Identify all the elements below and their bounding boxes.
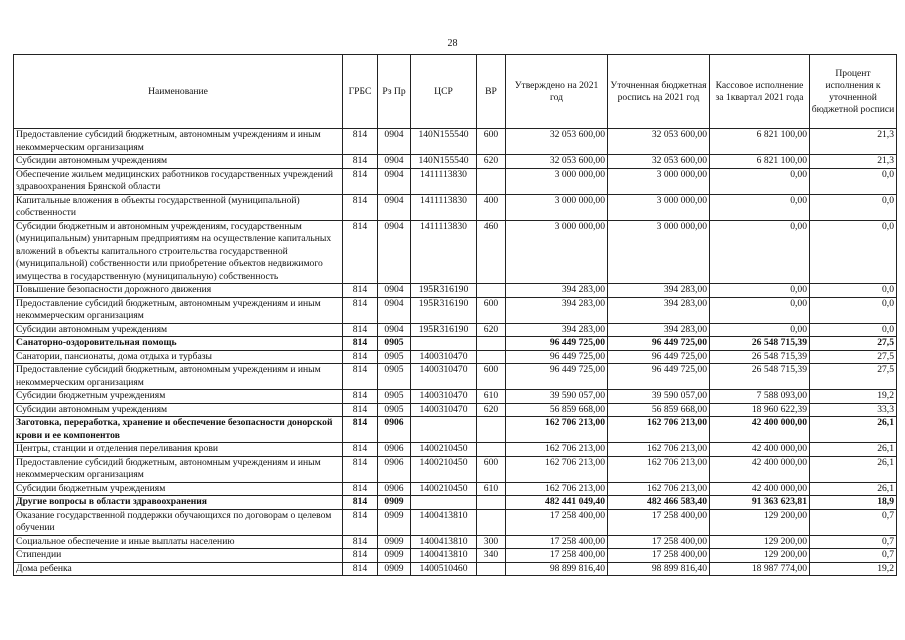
cell-refined: 162 706 213,00: [608, 482, 710, 496]
cell-grbs: 814: [343, 155, 378, 169]
table-header-row: [14, 55, 897, 129]
cell-refined: 394 283,00: [608, 297, 710, 323]
cell-refined: 3 000 000,00: [608, 194, 710, 220]
cell-rzpr: 0904: [378, 129, 411, 155]
cell-refined: 32 053 600,00: [608, 155, 710, 169]
cell-approved: 3 000 000,00: [506, 220, 608, 284]
cell-rzpr: 0904: [378, 194, 411, 220]
cell-percent: 0,0: [810, 323, 897, 337]
cell-name: Предоставление субсидий бюджетным, автономным учреждениям и иным некоммерческим организациям: [14, 297, 343, 323]
header-grbs: ГРБС: [343, 55, 378, 129]
cell-csr: 1400413810: [411, 535, 477, 549]
cell-percent: 33,3: [810, 403, 897, 417]
cell-vr: 620: [477, 323, 506, 337]
cell-approved: 39 590 057,00: [506, 390, 608, 404]
cell-cash: 18 960 622,39: [710, 403, 810, 417]
cell-rzpr: 0906: [378, 482, 411, 496]
cell-vr: [477, 562, 506, 576]
cell-csr: 1411113830: [411, 168, 477, 194]
cell-approved: 96 449 725,00: [506, 337, 608, 351]
cell-approved: 162 706 213,00: [506, 456, 608, 482]
cell-refined: 98 899 816,40: [608, 562, 710, 576]
cell-percent: 26,1: [810, 456, 897, 482]
cell-name: Субсидии автономным учреждениям: [14, 155, 343, 169]
cell-rzpr: 0909: [378, 496, 411, 510]
header-rzpr: Рз Пр: [378, 55, 411, 129]
cell-vr: [477, 443, 506, 457]
table-row: [14, 129, 897, 155]
cell-grbs: 814: [343, 323, 378, 337]
table-row: [14, 284, 897, 298]
cell-csr: 195R316190: [411, 323, 477, 337]
cell-grbs: 814: [343, 168, 378, 194]
cell-rzpr: 0906: [378, 456, 411, 482]
cell-csr: [411, 337, 477, 351]
table-row: [14, 220, 897, 284]
cell-csr: 1411113830: [411, 220, 477, 284]
cell-csr: 1400310470: [411, 390, 477, 404]
cell-refined: 17 258 400,00: [608, 509, 710, 535]
header-percent: Процент исполнения к уточненной бюджетной росписи: [810, 55, 897, 129]
table-row: [14, 337, 897, 351]
cell-name: Субсидии бюджетным и автономным учреждениям, государственным (муниципальным) унитарным предприятиям на осуществление капитальных вложений в объекты капитального строительства государственной (муниципальной) собственности или приобретение объектов недвижимого имущества в государственную (муниципальную) собственность: [14, 220, 343, 284]
cell-approved: 482 441 049,40: [506, 496, 608, 510]
cell-vr: [477, 168, 506, 194]
table-row: [14, 496, 897, 510]
table-row: [14, 417, 897, 443]
header-vr: ВР: [477, 55, 506, 129]
cell-rzpr: 0904: [378, 220, 411, 284]
cell-percent: 21,3: [810, 129, 897, 155]
cell-vr: [477, 284, 506, 298]
cell-percent: 0,0: [810, 297, 897, 323]
header-refined: Уточненная бюджетная роспись на 2021 год: [608, 55, 710, 129]
cell-csr: 1400510460: [411, 562, 477, 576]
cell-cash: 0,00: [710, 284, 810, 298]
cell-rzpr: 0905: [378, 364, 411, 390]
cell-grbs: 814: [343, 443, 378, 457]
cell-rzpr: 0905: [378, 403, 411, 417]
table-row: [14, 364, 897, 390]
cell-vr: [477, 509, 506, 535]
cell-cash: 7 588 093,00: [710, 390, 810, 404]
cell-percent: 0,0: [810, 168, 897, 194]
cell-rzpr: 0909: [378, 549, 411, 563]
cell-cash: 26 548 715,39: [710, 337, 810, 351]
cell-grbs: 814: [343, 220, 378, 284]
cell-refined: 3 000 000,00: [608, 168, 710, 194]
cell-cash: 0,00: [710, 323, 810, 337]
cell-percent: 26,1: [810, 443, 897, 457]
cell-refined: 162 706 213,00: [608, 443, 710, 457]
cell-rzpr: 0905: [378, 390, 411, 404]
cell-grbs: 814: [343, 297, 378, 323]
cell-approved: 17 258 400,00: [506, 535, 608, 549]
cell-vr: 460: [477, 220, 506, 284]
cell-rzpr: 0904: [378, 155, 411, 169]
cell-refined: 394 283,00: [608, 323, 710, 337]
cell-vr: 600: [477, 297, 506, 323]
table-row: [14, 155, 897, 169]
cell-cash: 26 548 715,39: [710, 350, 810, 364]
cell-vr: [477, 337, 506, 351]
cell-cash: 0,00: [710, 297, 810, 323]
cell-csr: 1400310470: [411, 364, 477, 390]
cell-name: Стипендии: [14, 549, 343, 563]
table-row: [14, 549, 897, 563]
cell-approved: 394 283,00: [506, 297, 608, 323]
cell-refined: 96 449 725,00: [608, 337, 710, 351]
cell-vr: [477, 417, 506, 443]
cell-csr: 1400310470: [411, 403, 477, 417]
cell-cash: 129 200,00: [710, 509, 810, 535]
header-approved: Утверждено на 2021 год: [506, 55, 608, 129]
cell-grbs: 814: [343, 350, 378, 364]
cell-grbs: 814: [343, 364, 378, 390]
cell-rzpr: 0906: [378, 443, 411, 457]
cell-percent: 27,5: [810, 337, 897, 351]
cell-grbs: 814: [343, 535, 378, 549]
header-csr: ЦСР: [411, 55, 477, 129]
cell-percent: 0,0: [810, 194, 897, 220]
table-row: [14, 168, 897, 194]
cell-approved: 96 449 725,00: [506, 350, 608, 364]
cell-vr: 620: [477, 403, 506, 417]
cell-grbs: 814: [343, 129, 378, 155]
cell-csr: 195R316190: [411, 297, 477, 323]
cell-csr: [411, 496, 477, 510]
cell-percent: 21,3: [810, 155, 897, 169]
cell-cash: 129 200,00: [710, 549, 810, 563]
cell-percent: 26,1: [810, 482, 897, 496]
table-row: [14, 350, 897, 364]
cell-name: Социальное обеспечение и иные выплаты населению: [14, 535, 343, 549]
cell-cash: 6 821 100,00: [710, 155, 810, 169]
cell-grbs: 814: [343, 482, 378, 496]
cell-name: Субсидии бюджетным учреждениям: [14, 390, 343, 404]
cell-vr: [477, 350, 506, 364]
cell-csr: 140N155540: [411, 129, 477, 155]
table-row: [14, 443, 897, 457]
cell-name: Предоставление субсидий бюджетным, автономным учреждениям и иным некоммерческим организациям: [14, 456, 343, 482]
cell-refined: 3 000 000,00: [608, 220, 710, 284]
cell-vr: 600: [477, 364, 506, 390]
table-row: [14, 194, 897, 220]
cell-vr: 400: [477, 194, 506, 220]
cell-vr: 300: [477, 535, 506, 549]
table-body: [14, 129, 897, 576]
page-number: 28: [447, 38, 458, 49]
cell-rzpr: 0904: [378, 297, 411, 323]
table-row: [14, 562, 897, 576]
cell-name: Субсидии автономным учреждениям: [14, 323, 343, 337]
cell-name: Другие вопросы в области здравоохранения: [14, 496, 343, 510]
cell-cash: 42 400 000,00: [710, 482, 810, 496]
cell-grbs: 814: [343, 284, 378, 298]
cell-name: Предоставление субсидий бюджетным, автономным учреждениям и иным некоммерческим организациям: [14, 364, 343, 390]
cell-percent: 18,9: [810, 496, 897, 510]
cell-refined: 96 449 725,00: [608, 350, 710, 364]
cell-csr: 140N155540: [411, 155, 477, 169]
cell-refined: 56 859 668,00: [608, 403, 710, 417]
cell-rzpr: 0906: [378, 417, 411, 443]
cell-grbs: 814: [343, 496, 378, 510]
cell-refined: 482 466 583,40: [608, 496, 710, 510]
table-row: [14, 297, 897, 323]
cell-cash: 91 363 623,81: [710, 496, 810, 510]
cell-name: Оказание государственной поддержки обучающихся по договорам о целевом обучении: [14, 509, 343, 535]
cell-grbs: 814: [343, 194, 378, 220]
cell-rzpr: 0904: [378, 168, 411, 194]
cell-percent: 19,2: [810, 562, 897, 576]
cell-cash: 42 400 000,00: [710, 443, 810, 457]
table-row: [14, 403, 897, 417]
cell-rzpr: 0909: [378, 509, 411, 535]
budget-table: [13, 54, 897, 576]
cell-approved: 3 000 000,00: [506, 168, 608, 194]
cell-refined: 162 706 213,00: [608, 417, 710, 443]
cell-name: Субсидии бюджетным учреждениям: [14, 482, 343, 496]
cell-approved: 162 706 213,00: [506, 417, 608, 443]
cell-grbs: 814: [343, 509, 378, 535]
cell-name: Предоставление субсидий бюджетным, автономным учреждениям и иным некоммерческим организациям: [14, 129, 343, 155]
cell-refined: 394 283,00: [608, 284, 710, 298]
cell-cash: 18 987 774,00: [710, 562, 810, 576]
cell-refined: 96 449 725,00: [608, 364, 710, 390]
cell-approved: 32 053 600,00: [506, 129, 608, 155]
cell-percent: 0,0: [810, 284, 897, 298]
cell-csr: 1411113830: [411, 194, 477, 220]
table-row: [14, 482, 897, 496]
cell-cash: 42 400 000,00: [710, 417, 810, 443]
cell-grbs: 814: [343, 403, 378, 417]
cell-name: Повышение безопасности дорожного движения: [14, 284, 343, 298]
table-row: [14, 323, 897, 337]
cell-name: Санаторно-оздоровительная помощь: [14, 337, 343, 351]
cell-approved: 394 283,00: [506, 323, 608, 337]
cell-approved: 98 899 816,40: [506, 562, 608, 576]
header-name: Наименование: [14, 55, 343, 129]
cell-cash: 42 400 000,00: [710, 456, 810, 482]
cell-grbs: 814: [343, 417, 378, 443]
cell-rzpr: 0905: [378, 350, 411, 364]
cell-cash: 26 548 715,39: [710, 364, 810, 390]
table-row: [14, 390, 897, 404]
cell-approved: 3 000 000,00: [506, 194, 608, 220]
cell-name: Заготовка, переработка, хранение и обеспечение безопасности донорской крови и ее компонентов: [14, 417, 343, 443]
cell-grbs: 814: [343, 549, 378, 563]
cell-rzpr: 0905: [378, 337, 411, 351]
cell-name: Обеспечение жильем медицинских работников государственных учреждений здравоохранения Брянской области: [14, 168, 343, 194]
cell-refined: 17 258 400,00: [608, 549, 710, 563]
cell-cash: 129 200,00: [710, 535, 810, 549]
cell-vr: 600: [477, 456, 506, 482]
cell-approved: 162 706 213,00: [506, 482, 608, 496]
cell-rzpr: 0904: [378, 284, 411, 298]
cell-csr: 195R316190: [411, 284, 477, 298]
cell-approved: 162 706 213,00: [506, 443, 608, 457]
cell-percent: 27,5: [810, 350, 897, 364]
cell-refined: 39 590 057,00: [608, 390, 710, 404]
cell-grbs: 814: [343, 456, 378, 482]
cell-grbs: 814: [343, 562, 378, 576]
cell-vr: 610: [477, 482, 506, 496]
cell-percent: 19,2: [810, 390, 897, 404]
cell-vr: 340: [477, 549, 506, 563]
cell-csr: 1400310470: [411, 350, 477, 364]
cell-vr: 610: [477, 390, 506, 404]
cell-approved: 17 258 400,00: [506, 549, 608, 563]
cell-percent: 0,0: [810, 220, 897, 284]
cell-csr: [411, 417, 477, 443]
cell-rzpr: 0909: [378, 535, 411, 549]
cell-refined: 162 706 213,00: [608, 456, 710, 482]
cell-cash: 0,00: [710, 168, 810, 194]
cell-csr: 1400210450: [411, 456, 477, 482]
cell-name: Дома ребенка: [14, 562, 343, 576]
cell-approved: 394 283,00: [506, 284, 608, 298]
cell-approved: 56 859 668,00: [506, 403, 608, 417]
header-cash: Кассовое исполнение за 1квартал 2021 года: [710, 55, 810, 129]
cell-approved: 32 053 600,00: [506, 155, 608, 169]
cell-percent: 0,7: [810, 509, 897, 535]
cell-name: Субсидии автономным учреждениям: [14, 403, 343, 417]
cell-csr: 1400413810: [411, 509, 477, 535]
cell-approved: 96 449 725,00: [506, 364, 608, 390]
cell-name: Капитальные вложения в объекты государственной (муниципальной) собственности: [14, 194, 343, 220]
cell-name: Центры, станции и отделения переливания крови: [14, 443, 343, 457]
cell-csr: 1400210450: [411, 482, 477, 496]
cell-cash: 0,00: [710, 194, 810, 220]
table-row: [14, 456, 897, 482]
cell-percent: 27,5: [810, 364, 897, 390]
cell-rzpr: 0904: [378, 323, 411, 337]
cell-name: Санатории, пансионаты, дома отдыха и турбазы: [14, 350, 343, 364]
cell-vr: 620: [477, 155, 506, 169]
table-row: [14, 535, 897, 549]
cell-grbs: 814: [343, 390, 378, 404]
cell-cash: 6 821 100,00: [710, 129, 810, 155]
cell-vr: 600: [477, 129, 506, 155]
cell-percent: 0,7: [810, 549, 897, 563]
cell-csr: 1400413810: [411, 549, 477, 563]
cell-grbs: 814: [343, 337, 378, 351]
cell-percent: 0,7: [810, 535, 897, 549]
cell-rzpr: 0909: [378, 562, 411, 576]
table-row: [14, 509, 897, 535]
cell-approved: 17 258 400,00: [506, 509, 608, 535]
cell-vr: [477, 496, 506, 510]
cell-refined: 17 258 400,00: [608, 535, 710, 549]
cell-percent: 26,1: [810, 417, 897, 443]
cell-cash: 0,00: [710, 220, 810, 284]
cell-refined: 32 053 600,00: [608, 129, 710, 155]
cell-csr: 1400210450: [411, 443, 477, 457]
